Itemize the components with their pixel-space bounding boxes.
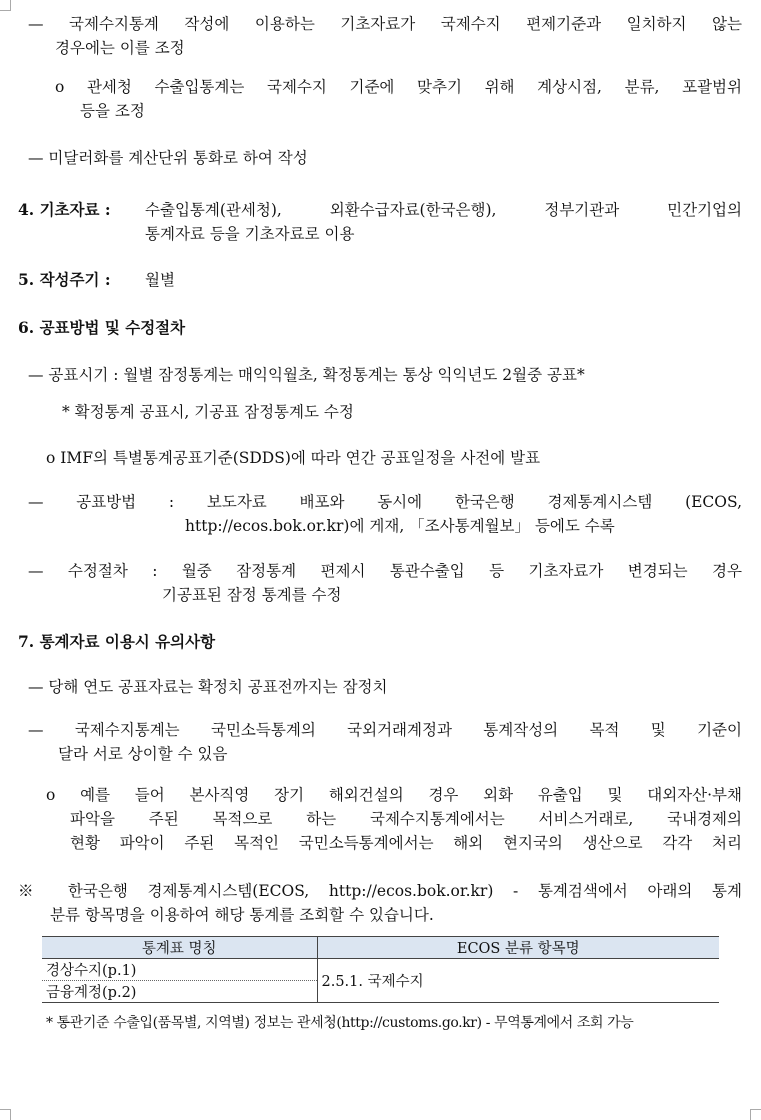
section-7-sub-line-2: 파악을 주된 목적으로 하는 국제수지통계에서는 서비스거래로, 국내경제의 bbox=[70, 810, 742, 828]
section-7-bullet-1: — 당해 연도 공표자료는 확정치 공표전까지는 잠정치 bbox=[28, 678, 388, 696]
section-7-bullet-2-line-1: — 국제수지통계는 국민소득통계의 국외거래계정과 통계작성의 목적 및 기준이 bbox=[28, 721, 742, 739]
section-7-bullet-2-line-2: 달라 서로 상이할 수 있음 bbox=[58, 745, 228, 763]
section-4-text-line-1: 수출입통계(관세청), 외환수급자료(한국은행), 정부기관과 민간기업의 bbox=[145, 201, 742, 219]
section-6-method-line-1: — 공표방법 : 보도자료 배포와 동시에 한국은행 경제통계시스템 (ECOS, bbox=[28, 493, 742, 511]
section-4-text-line-2: 통계자료 등을 기초자료로 이용 bbox=[145, 225, 355, 243]
ecos-note-line-1: ※ 한국은행 경제통계시스템(ECOS, http://ecos.bok.or.kr) - 통계검색에서 아래의 통계 bbox=[18, 882, 742, 900]
intro-sub-bullet-line-1: o 관세청 수출입통계는 국제수지 기준에 맞추기 위해 계상시점, 분류, 포괄범위 bbox=[55, 78, 742, 96]
table-cell-financial-account: 금융계정(p.2) bbox=[42, 981, 317, 1003]
intro-bullet-2: — 미달러화를 계산단위 통화로 하여 작성 bbox=[28, 149, 308, 167]
section-6-revision-line-2: 기공표된 잠정 통계를 수정 bbox=[162, 586, 342, 604]
ecos-reference-table bbox=[42, 936, 719, 1003]
section-7-heading: 7. 통계자료 이용시 유의사항 bbox=[18, 632, 216, 651]
table-header-name: 통계표 명칭 bbox=[42, 937, 317, 959]
section-6-heading: 6. 공표방법 및 수정절차 bbox=[18, 318, 186, 337]
section-5-value: 월별 bbox=[145, 271, 175, 289]
section-6-revision-line-1: — 수정절차 : 월중 잠정통계 편제시 통관수출입 등 기초자료가 변경되는 경우 bbox=[28, 562, 742, 580]
intro-bullet-1-line-2: 경우에는 이를 조정 bbox=[55, 39, 185, 57]
section-6-imf-schedule: o IMF의 특별통계공표기준(SDDS)에 따라 연간 공표일정을 사전에 발표 bbox=[46, 449, 541, 467]
section-7-sub-line-1: o 예를 들어 본사직영 장기 해외건설의 경우 외화 유출입 및 대외자산·부채 bbox=[46, 786, 742, 804]
crop-mark-bottom-left bbox=[0, 1109, 11, 1120]
table-cell-ecos-item: 2.5.1. 국제수지 bbox=[317, 959, 719, 1003]
intro-bullet-1-line-1: — 국제수지통계 작성에 이용하는 기초자료가 국제수지 편제기준과 일치하지 않는 bbox=[28, 15, 742, 33]
crop-mark-top-left bbox=[0, 0, 11, 11]
crop-mark-bottom-right bbox=[750, 1109, 761, 1120]
section-7-sub-line-3: 현황 파악이 주된 목적인 국민소득통계에서는 해외 현지국의 생산으로 각각 처리 bbox=[70, 834, 742, 852]
footnote: * 통관기준 수출입(품목별, 지역별) 정보는 관세청(http://customs.go.kr) - 무역통계에서 조회 가능 bbox=[46, 1015, 634, 1031]
table-header-row bbox=[42, 937, 719, 959]
ecos-note-line-2: 분류 항목명을 이용하여 해당 통계를 조회할 수 있습니다. bbox=[50, 906, 434, 924]
section-6-method-line-2: http://ecos.bok.or.kr)에 게재, 「조사통계월보」 등에도 수록 bbox=[185, 517, 615, 535]
table-row bbox=[42, 959, 719, 981]
section-4-heading: 4. 기초자료 : bbox=[18, 200, 111, 219]
section-6-timing-note: * 확정통계 공표시, 기공표 잠정통계도 수정 bbox=[62, 403, 354, 421]
section-5-heading: 5. 작성주기 : bbox=[18, 270, 111, 289]
section-6-timing: — 공표시기 : 월별 잠정통계는 매익익월초, 확정통계는 통상 익익년도 2월중 공표* bbox=[28, 366, 585, 384]
table-header-ecos-item: ECOS 분류 항목명 bbox=[317, 937, 719, 959]
table-cell-current-account: 경상수지(p.1) bbox=[42, 959, 317, 981]
intro-sub-bullet-line-2: 등을 조정 bbox=[80, 102, 145, 120]
